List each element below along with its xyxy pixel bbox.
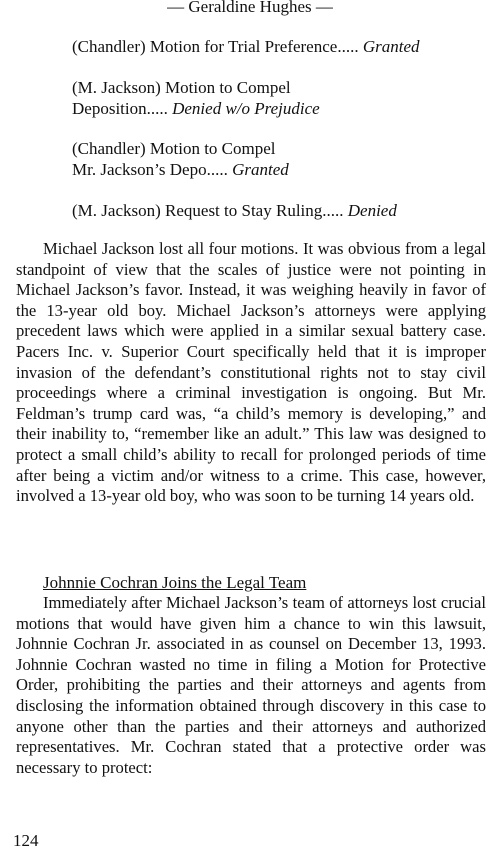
- paragraph-text: Immediately after Michael Jackson’s team of attorneys lost crucial motions that would have given him a chance to win this lawsuit, Johnnie Cochran Jr. associated in as counsel on December 13, 1993. Johnnie Cochran wasted no time in filing a Motion for Protective Order, prohibiting the parties and their attorneys and agents from disclosing the information obtained through discovery in this case to anyone other than the parties and their attorneys and authorized representatives. Mr. Cochran stated that a protective order was necessary to protect:: [16, 593, 486, 777]
- motion-subject: Deposition.....: [72, 99, 168, 118]
- section-heading: Johnnie Cochran Joins the Legal Team: [43, 573, 307, 592]
- running-head: — Geraldine Hughes —: [167, 0, 333, 16]
- motion-ruling: Granted: [362, 37, 420, 56]
- motion-ruling: Granted: [232, 160, 289, 179]
- motion-item: [72, 200, 397, 221]
- body-paragraph: [16, 593, 486, 778]
- motion-subject: Mr. Jackson’s Depo.....: [72, 160, 228, 179]
- body-paragraph: [16, 239, 486, 507]
- motion-ruling: Denied: [347, 201, 397, 220]
- motion-title: (Chandler) Motion for Trial Preference.....: [72, 37, 359, 56]
- page-number: 124: [13, 831, 39, 850]
- motion-title: (M. Jackson) Request to Stay Ruling.....: [72, 201, 344, 220]
- motion-item: [72, 36, 420, 57]
- motion-title: (M. Jackson) Motion to Compel: [72, 78, 291, 97]
- motion-item: [72, 138, 289, 180]
- motion-ruling: Denied w/o Prejudice: [172, 99, 320, 118]
- paragraph-text: Michael Jackson lost all four motions. It was obvious from a legal standpoint of view that the scales of justice were not pointing in Michael Jackson’s favor. Instead, it was weighing heavily in favor of the 13-year old boy. Michael Jackson’s attorneys were applying precedent laws which were applied in a similar sexual battery case. Pacers Inc. v. Superior Court specifically held that it is improper invasion of the defendant’s constitutional rights not to stay civil proceedings where a criminal investigation is ongoing. But Mr. Feldman’s trump card was, “a child’s memory is developing,” and their inability to, “remember like an adult.” This law was designed to protect a small child’s ability to recall for prolonged periods of time after being a victim and/or witness to a crime. This case, however, involved a 13-year old boy, who was soon to be turning 14 years old.: [16, 239, 486, 506]
- motion-title-continued: [72, 98, 320, 119]
- motion-title: (Chandler) Motion to Compel: [72, 139, 276, 158]
- motion-item: [72, 77, 320, 119]
- motion-title-continued: [72, 159, 289, 180]
